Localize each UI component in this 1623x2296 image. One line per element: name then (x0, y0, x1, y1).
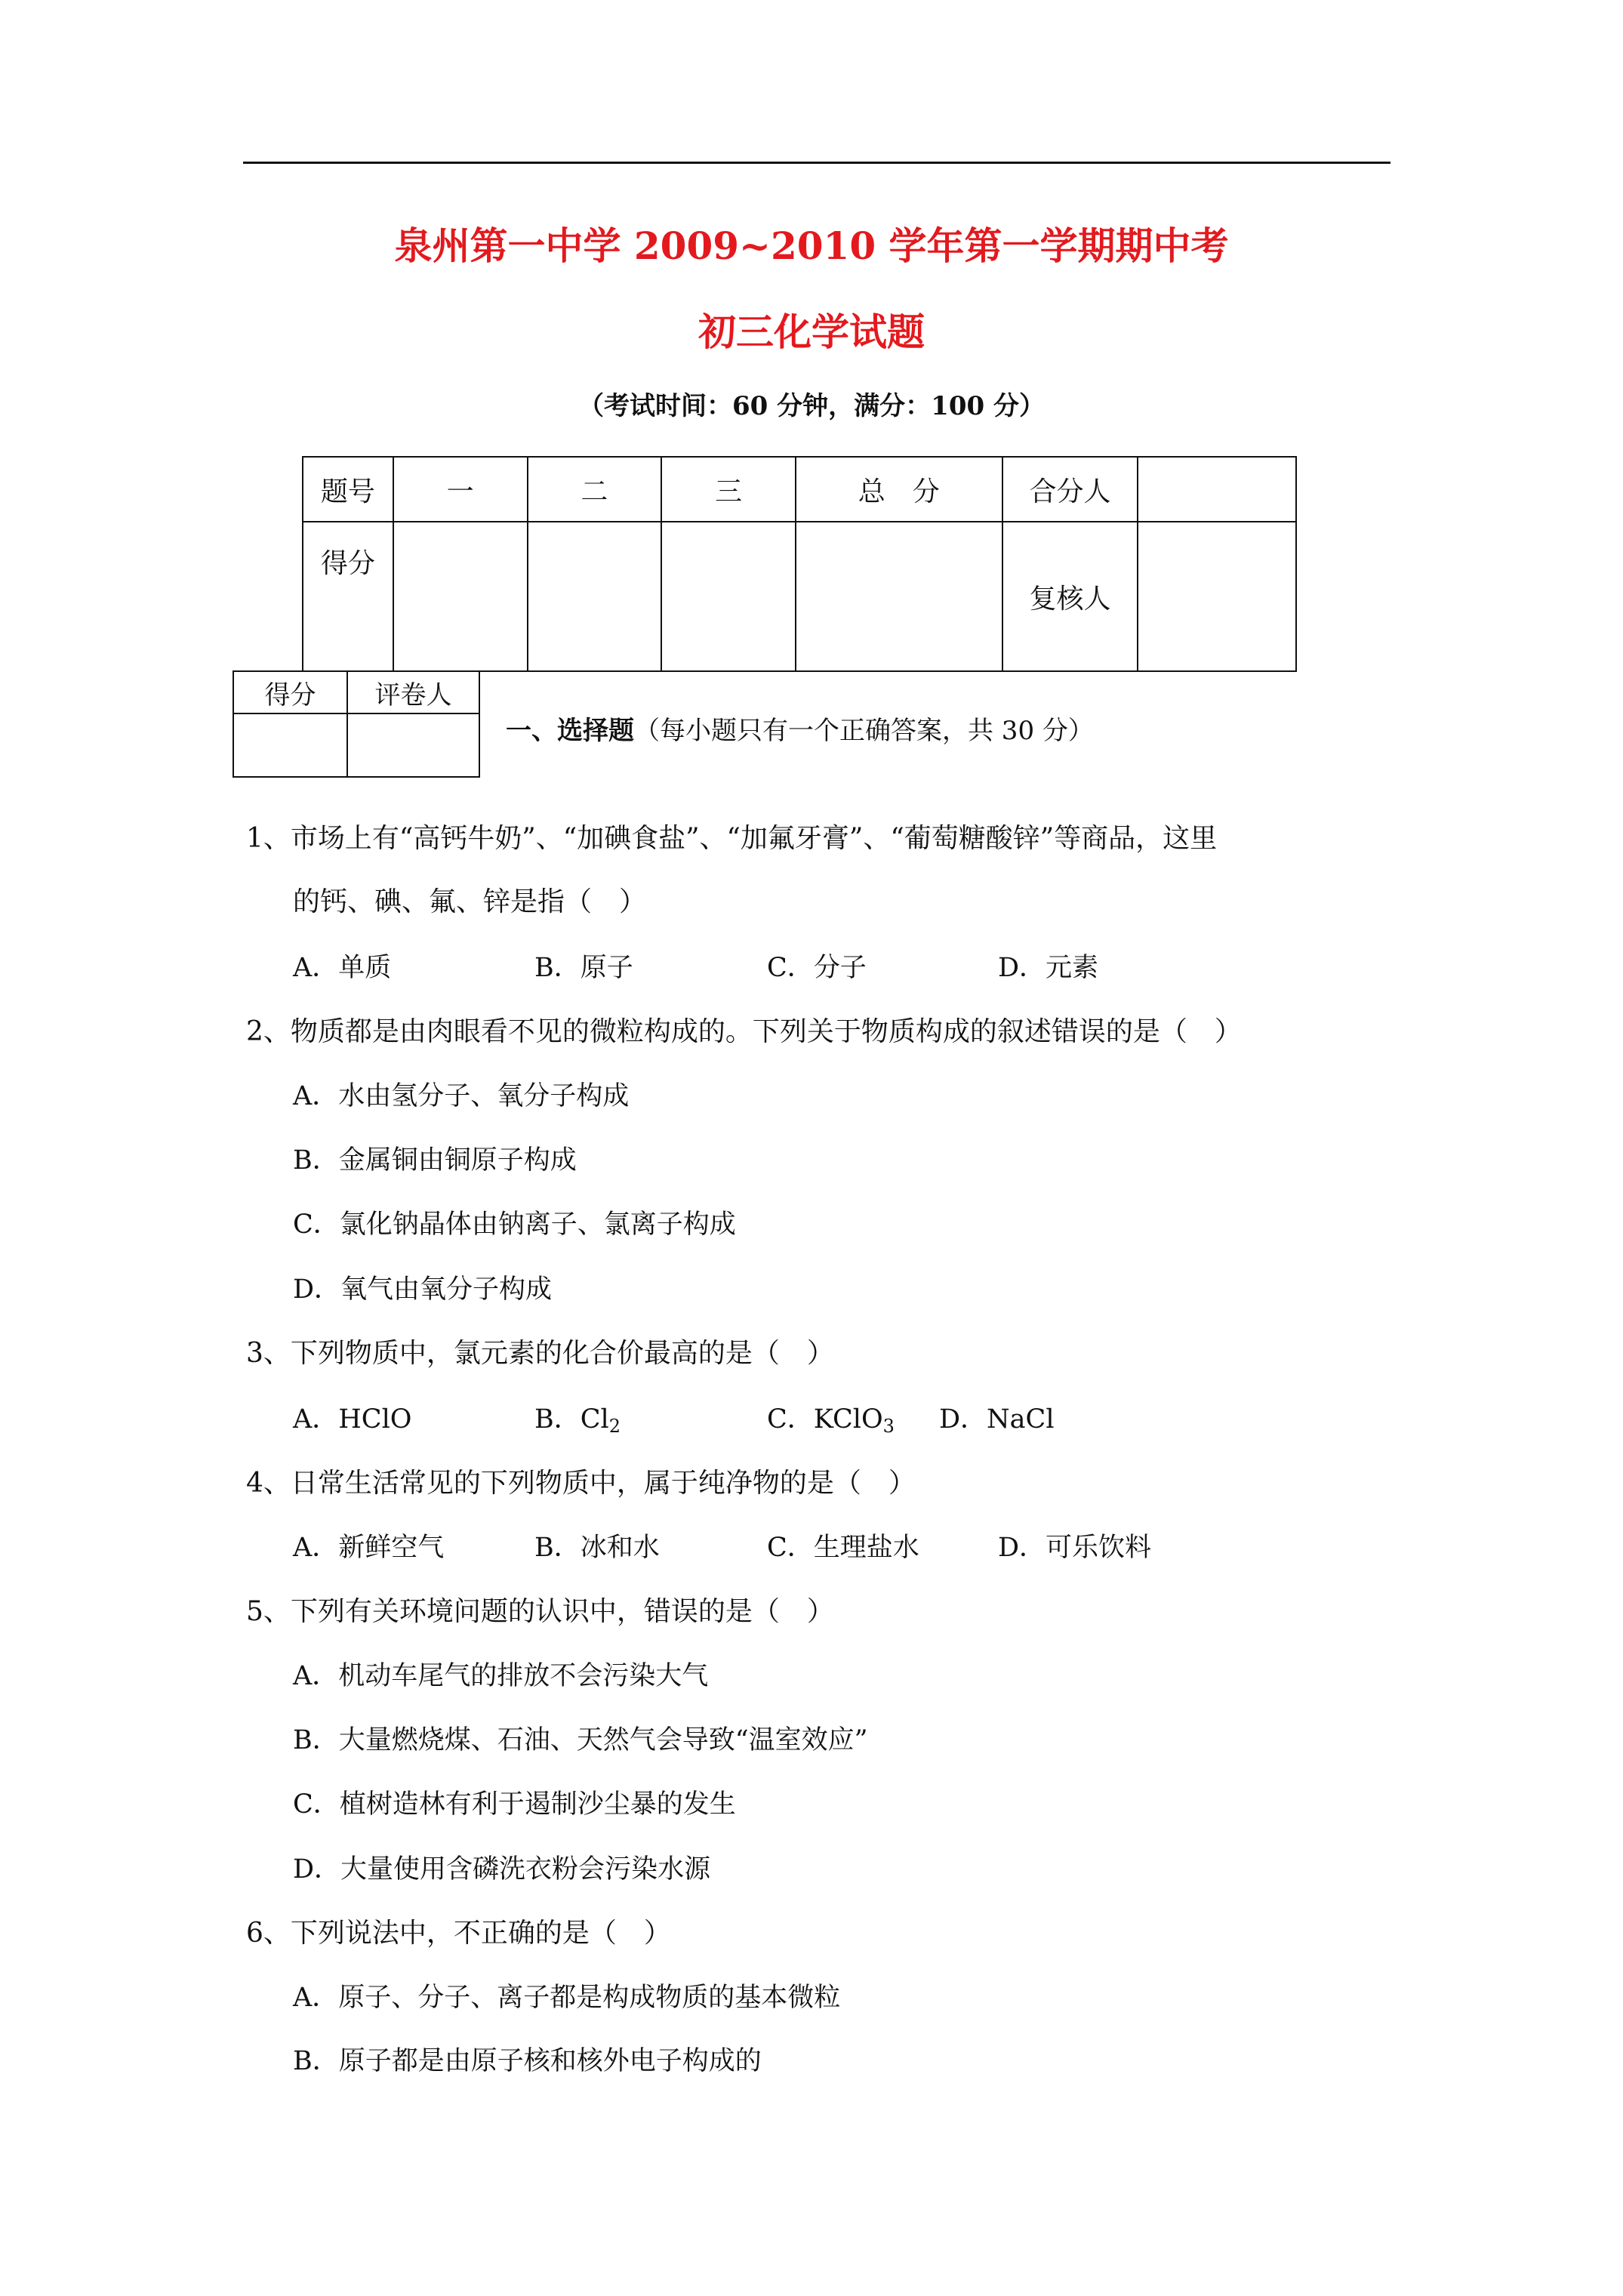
score-input-cell[interactable] (661, 522, 796, 671)
option[interactable]: A．新鲜空气 (293, 1533, 445, 1563)
exam-info: （考试时间：60 分钟，满分：100 分） (578, 391, 1045, 421)
reviewer-input-cell[interactable] (1138, 522, 1296, 671)
question-text: 5、下列有关环境问题的认识中，错误的是（ ） (246, 1596, 834, 1627)
option[interactable]: D．可乐饮料 (998, 1533, 1152, 1563)
reviewer-label: 复核人 (1002, 522, 1138, 671)
option[interactable]: A．单质 (293, 953, 392, 983)
section-label: 一、选择题 (506, 716, 634, 746)
score-input-cell[interactable] (528, 522, 662, 671)
option[interactable]: A．HClO (293, 1404, 412, 1435)
question-text: 2、物质都是由肉眼看不见的微粒构成的。下列关于物质构成的叙述错误的是（ ） (246, 1016, 1242, 1047)
score-cell: 一 (393, 457, 528, 522)
score-table-header-row (303, 457, 1296, 522)
option[interactable]: B．原子都是由原子核和核外电子构成的 (293, 2046, 762, 2076)
exam-title: 泉州第一中学 2009~2010 学年第一学期期中考 (394, 223, 1229, 268)
option[interactable]: A．机动车尾气的排放不会污染大气 (293, 1661, 709, 1691)
section-note: （每小题只有一个正确答案，共 30 分） (634, 716, 1094, 746)
option[interactable]: D．氧气由氧分子构成 (293, 1274, 553, 1305)
option[interactable]: C．植树造林有利于遏制沙尘暴的发生 (293, 1789, 736, 1820)
option[interactable]: C．KClO$_3$ (767, 1404, 895, 1437)
option[interactable]: D．NaCl (939, 1404, 1055, 1435)
exam-subject-title: 初三化学试题 (698, 310, 925, 354)
option[interactable]: A．原子、分子、离子都是构成物质的基本微粒 (293, 1983, 841, 2013)
option[interactable]: B．冰和水 (534, 1533, 660, 1563)
option[interactable]: B．原子 (534, 953, 633, 983)
score-input-cell[interactable] (796, 522, 1002, 671)
option[interactable]: C．氯化钠晶体由钠离子、氯离子构成 (293, 1210, 736, 1240)
option[interactable]: B．大量燃烧煤、石油、天然气会导致“温室效应” (293, 1725, 868, 1755)
score-cell: 合分人 (1002, 457, 1138, 522)
question-text: 6、下列说法中，不正确的是（ ） (246, 1918, 671, 1949)
grader-score-cell[interactable] (233, 713, 347, 777)
option[interactable]: D．大量使用含磷洗衣粉会污染水源 (293, 1854, 711, 1885)
grader-score-label: 得分 (233, 671, 347, 713)
header-rule (243, 162, 1390, 164)
grader-table (233, 670, 480, 778)
grader-name-cell[interactable] (347, 713, 479, 777)
option[interactable]: A．水由氢分子、氧分子构成 (293, 1081, 630, 1111)
score-cell: 总 分 (796, 457, 1002, 522)
score-cell: 三 (661, 457, 796, 522)
score-table (302, 456, 1297, 672)
score-cell: 二 (528, 457, 662, 522)
option[interactable]: C．分子 (767, 953, 867, 983)
score-cell: 题号 (303, 457, 393, 522)
score-cell-blank[interactable] (1138, 457, 1296, 522)
score-input-cell[interactable] (393, 522, 528, 671)
option[interactable]: B．金属铜由铜原子构成 (293, 1145, 577, 1176)
option[interactable]: C．生理盐水 (767, 1533, 919, 1563)
question-text: 4、日常生活常见的下列物质中，属于纯净物的是（ ） (246, 1468, 916, 1499)
section-heading (506, 710, 1094, 747)
score-row-label: 得分 (303, 522, 393, 671)
question-text: 3、下列物质中，氯元素的化合价最高的是（ ） (246, 1338, 834, 1369)
option[interactable]: B．$Cl_2$ (534, 1404, 621, 1437)
option[interactable]: D．元素 (998, 953, 1099, 983)
question-text: 1、市场上有“高钙牛奶”、“加碘食盐”、“加氟牙膏”、“葡萄糖酸锌”等商品，这里 (246, 823, 1218, 854)
score-table-score-row (303, 522, 1296, 671)
grader-name-label: 评卷人 (347, 671, 479, 713)
question-text-cont: 的钙、碘、氟、锌是指（ ） (293, 886, 647, 917)
